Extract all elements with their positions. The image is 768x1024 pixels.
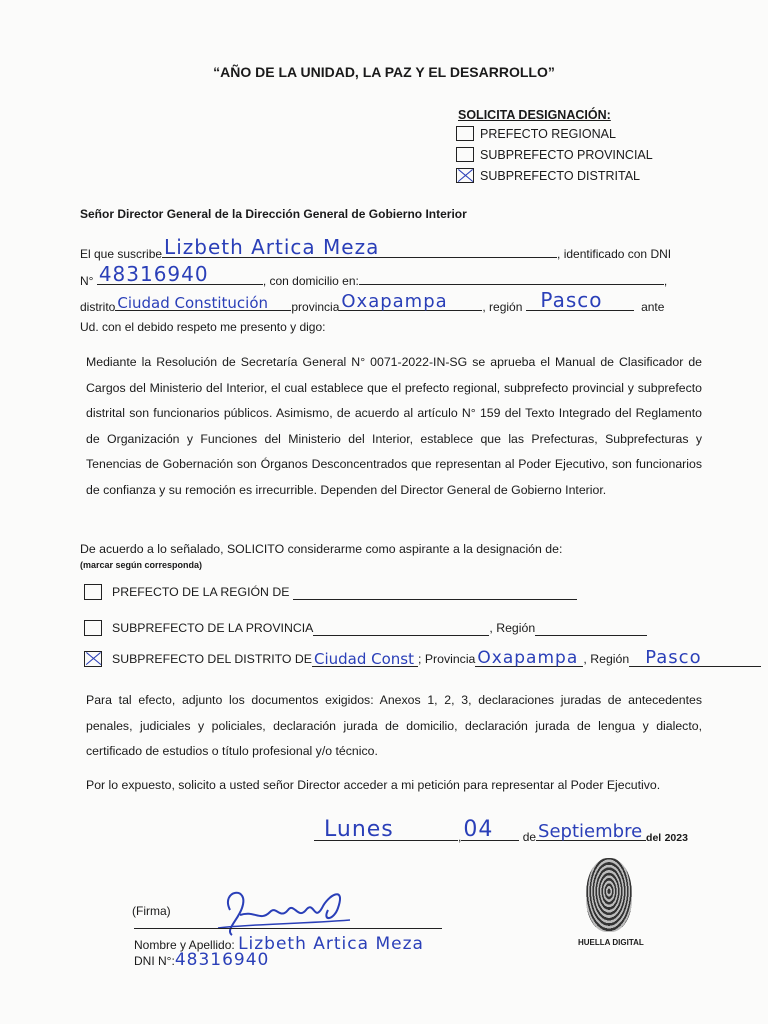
form-row-name xyxy=(80,235,672,261)
huella-label: HUELLA DIGITAL xyxy=(578,938,644,947)
date-row: Lunes , 04 de Septiembre del 2023 xyxy=(314,826,688,844)
suscribe-label: El que suscribe xyxy=(80,247,163,261)
dni-handwritten: 48316940 xyxy=(174,950,270,970)
checkbox-empty[interactable] xyxy=(84,584,102,600)
option-label: SUBPREFECTO DISTRITAL xyxy=(480,168,640,183)
option-prefecto-region[interactable] xyxy=(84,584,577,600)
checkbox-empty[interactable] xyxy=(84,620,102,636)
option-subprefecto-provincial[interactable] xyxy=(456,147,653,162)
provincia-field[interactable] xyxy=(339,291,482,312)
dni-row xyxy=(134,950,269,970)
prefecto-field[interactable] xyxy=(293,585,577,600)
subdist-handwritten: Ciudad Const xyxy=(313,649,414,668)
day-name-handwritten: Lunes xyxy=(324,817,394,842)
marcar-note: (marcar según corresponda) xyxy=(80,560,203,570)
month-field[interactable] xyxy=(536,821,646,842)
provincia-handwritten: Oxapampa xyxy=(477,647,579,668)
fingerprint-icon xyxy=(586,858,632,932)
provincia-field[interactable] xyxy=(475,647,583,668)
provincia-label: provincia xyxy=(291,300,340,314)
adjunto-paragraph: Para tal efecto, adjunto los documentos exigidos: Anexos 1, 2, 3, declaraciones juradas de antecedentes penales, judiciales y policiales, declaración jurada de domicilio, declaración jurada de lengua y dialecto, certificado de estudios o título profesional y/o técnico. xyxy=(86,693,702,758)
del-label: del xyxy=(646,832,662,844)
region-handwritten: Pasco xyxy=(540,288,603,312)
n-label: N° xyxy=(80,274,94,288)
option-prefecto-regional[interactable] xyxy=(456,126,616,141)
form-row-dni: N° 48316940 , con domicilio en: , xyxy=(80,262,668,288)
option-label: PREFECTO REGIONAL xyxy=(480,126,616,141)
month-handwritten: Septiembre xyxy=(538,821,643,842)
respeto-text: Ud. con el debido respeto me presento y digo: xyxy=(80,320,326,334)
provincia-label: ; Provincia xyxy=(417,652,476,666)
ante-label: ante xyxy=(641,300,665,314)
region-label: , Región xyxy=(489,621,536,635)
dni-label: DNI N°: xyxy=(134,954,175,968)
firma-label: (Firma) xyxy=(132,904,171,918)
domicilio-field[interactable] xyxy=(359,270,664,285)
distrito-field[interactable] xyxy=(115,296,291,311)
day-name-field[interactable] xyxy=(314,817,458,842)
checkbox-empty[interactable] xyxy=(456,147,474,162)
day-handwritten: 04 xyxy=(463,817,494,842)
name-handwritten: Lizbeth Artica Meza xyxy=(164,235,380,259)
option-subprefecto-distrito[interactable] xyxy=(84,646,761,668)
solicita-heading: SOLICITA DESIGNACIÓN: xyxy=(458,108,611,122)
provincia-handwritten: Oxapampa xyxy=(341,291,448,312)
expuesto-text: Por lo expuesto, solicito a usted señor Director acceder a mi petición para representar al Poder Ejecutivo. xyxy=(86,778,661,792)
checkbox-empty[interactable] xyxy=(456,126,474,141)
region2-handwritten: Pasco xyxy=(645,646,702,668)
checkbox-checked[interactable] xyxy=(456,168,474,183)
region-field[interactable] xyxy=(526,288,634,312)
day-field[interactable] xyxy=(461,817,519,842)
dni-handwritten: 48316940 xyxy=(98,262,209,286)
dni-label: , identificado con DNI xyxy=(557,247,672,261)
nombre-handwritten: Lizbeth Artica Meza xyxy=(238,934,424,954)
addressee: Señor Director General de la Dirección General de Gobierno Interior xyxy=(80,207,467,221)
region2-label: , Región xyxy=(583,652,630,666)
solicito-text: De acuerdo a lo señalado, SOLICITO considerarme como aspirante a la designación de: xyxy=(80,542,563,556)
domicilio-label: , con domicilio en: xyxy=(262,274,359,288)
region-label: , región xyxy=(482,300,523,314)
distrito-label: distrito xyxy=(80,300,116,314)
document-title: “AÑO DE LA UNIDAD, LA PAZ Y EL DESARROLLO” xyxy=(213,64,555,80)
signature-scribble xyxy=(210,880,360,940)
checkbox-checked[interactable] xyxy=(84,651,102,667)
form-row-location xyxy=(80,288,665,314)
subprov-label: SUBPREFECTO DE LA PROVINCIA xyxy=(112,621,314,635)
nombre-label: Nombre y Apellido: xyxy=(134,938,235,952)
prefecto-label: PREFECTO DE LA REGIÓN DE xyxy=(112,585,290,599)
signature-line xyxy=(134,928,442,929)
subdist-label: SUBPREFECTO DEL DISTRITO DE xyxy=(112,652,312,666)
region-field[interactable] xyxy=(535,621,647,636)
name-field[interactable] xyxy=(162,235,557,259)
body-paragraph: Mediante la Resolución de Secretaría General N° 0071-2022-IN-SG se aprueba el Manual de Clasificador de Cargos del Ministerio del Interior, el cual establece que el prefecto regional, subprefecto provincial y subprefecto distrital son funcionarios públicos. Asimismo, de acuerdo al artículo N° 159 del Texto Integrado del Reglamento de Organización y Funciones del Ministerio del Interior, establece que las Prefecturas, Subprefecturas y Tenencias de Gobernación son Órganos Desconcentrados que representan al Poder Ejecutivo, son funcionarios de confianza y su remoción es irrecurrible. Dependen del Director General de Gobierno Interior. xyxy=(86,355,702,497)
option-label: SUBPREFECTO PROVINCIAL xyxy=(480,147,653,162)
subdist-field[interactable] xyxy=(312,649,418,668)
de-label: de xyxy=(522,830,537,844)
option-subprefecto-distrital[interactable] xyxy=(456,168,640,183)
dni-field[interactable] xyxy=(97,262,263,286)
option-subprefecto-provincia[interactable] xyxy=(84,620,647,636)
region2-field[interactable] xyxy=(629,646,761,668)
year: 2023 xyxy=(664,832,688,844)
distrito-handwritten: Ciudad Constitución xyxy=(117,294,269,312)
subprov-field[interactable] xyxy=(313,621,489,636)
